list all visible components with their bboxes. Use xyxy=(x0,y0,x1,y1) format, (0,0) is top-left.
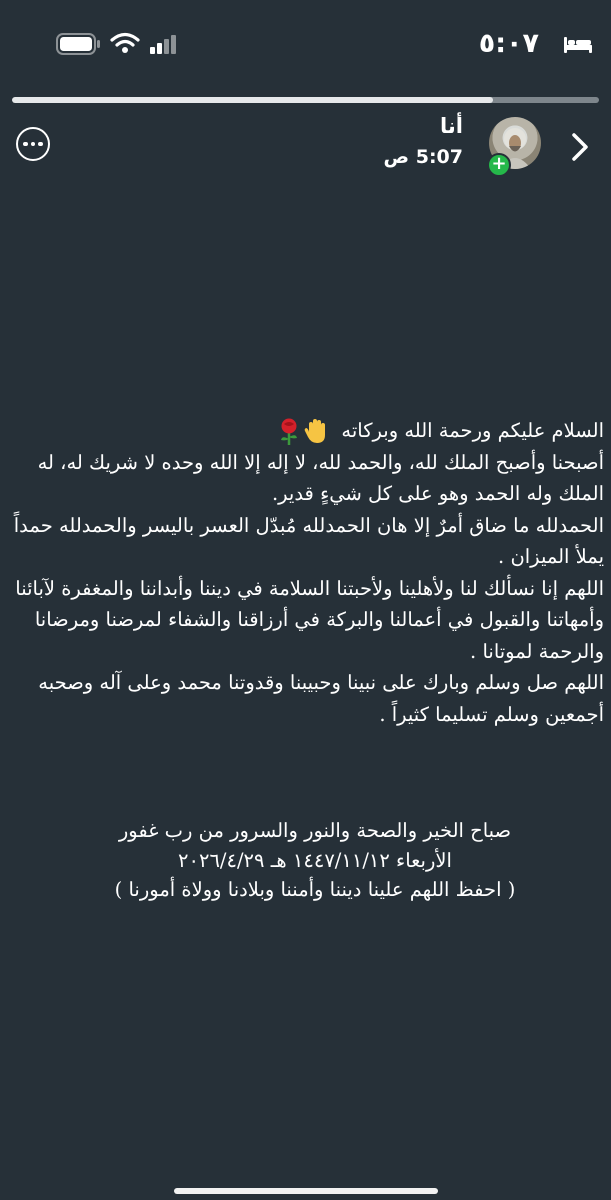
status-bar xyxy=(0,0,611,90)
rose-icon xyxy=(277,418,301,446)
story-header xyxy=(0,110,611,180)
closing-line: صباح الخير والصحة والنور والسرور من رب غفور xyxy=(118,819,512,842)
hand-icon xyxy=(303,418,329,444)
home-indicator[interactable] xyxy=(174,1188,438,1194)
battery-icon xyxy=(56,33,102,55)
more-icon[interactable] xyxy=(16,127,50,161)
closing-text xyxy=(80,816,550,905)
back-button[interactable] xyxy=(567,130,593,164)
post-time: 5:07 ص xyxy=(383,146,463,168)
greeting-text: السلام عليكم ورحمة الله وبركاته xyxy=(341,419,604,442)
closing-line: ( احفظ اللهم علينا ديننا وأمننا وبلادنا وولاة أمورنا ) xyxy=(114,878,516,901)
message-line: اللهم إنا نسألك لنا ولأهلينا ولأحبتنا السلامة في ديننا وأبداننا والمغفرة لآبائنا وأمهاتنا والقبول في أعمالنا والبركة في أرزاقنا والشفاء لمرضنا ومرضانا والرحمة لموتانا . xyxy=(15,576,604,663)
chevron-right-icon xyxy=(571,132,589,162)
add-icon[interactable]: + xyxy=(487,153,511,177)
message-line: الحمدلله ما ضاق أمرٌ إلا هان الحمدلله مُبدّل العسر باليسر والحمدلله حمداً يملأ الميزان . xyxy=(13,513,604,568)
story-progress-bar xyxy=(12,97,599,103)
status-time: ٥:٠٧ xyxy=(478,28,539,59)
wifi-icon xyxy=(110,32,140,54)
poster-name: أنا xyxy=(440,114,463,138)
story-progress-fill xyxy=(12,97,493,103)
avatar[interactable] xyxy=(471,117,541,174)
message-line: أصبحنا وأصبح الملك لله، والحمد لله، لا إله إلا الله وحده لا شريك له، له الملك وله الحمد وهو على كل شيءٍ قدير. xyxy=(37,450,604,505)
signal-icon xyxy=(150,34,178,54)
bed-icon xyxy=(563,34,593,54)
message-body xyxy=(6,415,604,730)
closing-date: الأربعاء ١٤٤٧/١١/١٢ هـ ٢٠٢٦/٤/٢٩ xyxy=(178,848,452,872)
message-line: اللهم صل وسلم وبارك على نبينا وحبيبنا وقدوتنا محمد وعلى آله وصحبه أجمعين وسلم تسليما كثيراً . xyxy=(38,671,604,726)
